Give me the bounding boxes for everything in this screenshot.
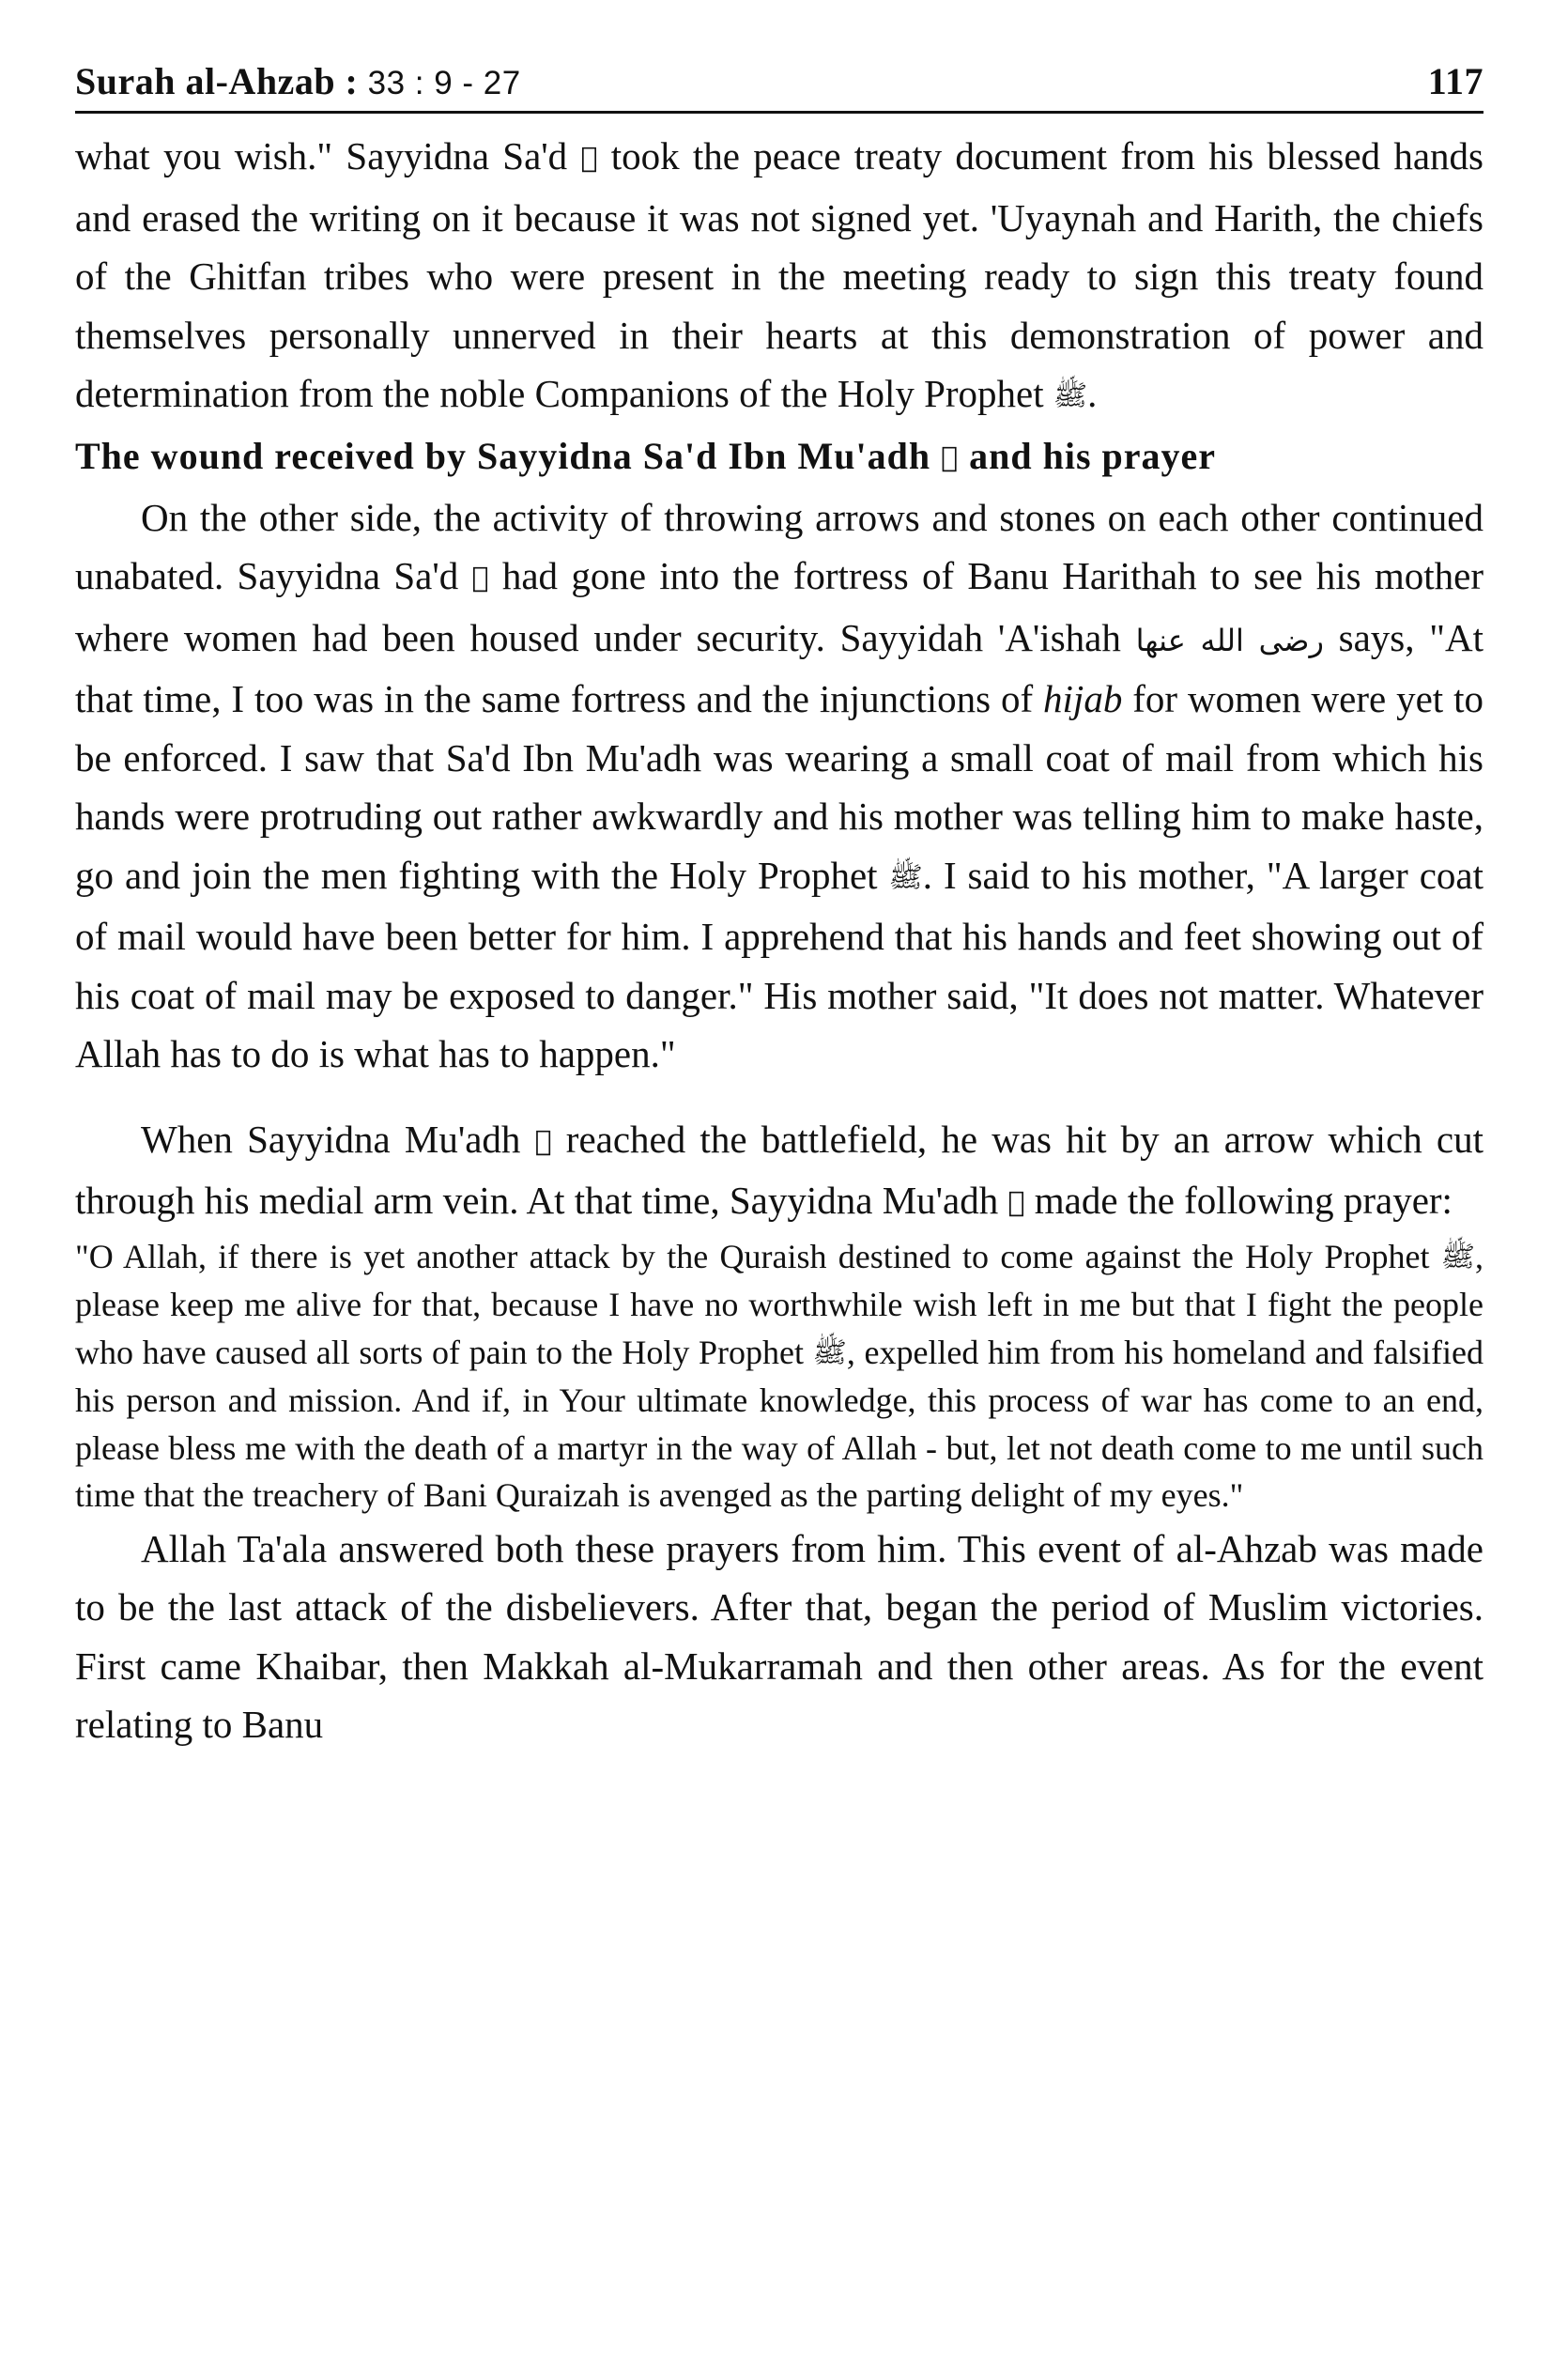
surah-name: Surah al-Ahzab : xyxy=(75,60,359,102)
salawat-symbol: ﷺ xyxy=(888,860,923,894)
header-rule xyxy=(75,111,1483,114)
section-heading: The wound received by Sayyidna Sa'd Ibn Mu'adh ﷛ and his prayer xyxy=(75,434,1217,477)
book-page xyxy=(75,38,1483,1754)
verse-range: 33 : 9 - 27 xyxy=(358,65,521,101)
paragraph: On the other side, the activity of throwing arrows and stones on each other continued unabated. Sayyidna Sa'd ﷛ had gone into the fortress of Banu Harithah to see his mother where women had been housed under security. Sayyidah 'A'ishah رضى الله عنها says, "At that time, I too was in the same fortress and the injunctions of hijab for women were yet to be enforced. I saw that Sa'd Ibn Mu'adh was wearing a small coat of mail from which his hands were protruding out rather awkwardly and his mother was telling him to make haste, go and join the men fighting with the Holy Prophet ﷺ. I said to his mother, "A larger coat of mail would have been better for him. I apprehend that his hands and feet showing out of his coat of mail may be exposed to danger." His mother said, "It does not matter. Whatever Allah has to do is what has to happen." xyxy=(75,495,1484,1075)
radiyallahu-anhu-symbol: ﷛ xyxy=(941,440,960,474)
running-head xyxy=(75,38,1483,103)
body-text xyxy=(75,127,1483,1754)
salawat-symbol: ﷺ xyxy=(1053,379,1088,412)
salawat-symbol: ﷺ xyxy=(812,1335,847,1369)
salawat-symbol: ﷺ xyxy=(1440,1240,1475,1273)
italic-term: hijab xyxy=(1043,677,1123,720)
block-quote: "O Allah, if there is yet another attack by the Quraish destined to come against the Holy Prophet ﷺ, please keep me alive for that, because I have no worthwhile wish left in me but that I fight the people who have caused all sorts of pain to the Holy Prophet ﷺ, expelled him from his homeland and falsified his person and mission. And if, in Your ultimate knowledge, this process of war has come to an end, please bless me with the death of a martyr in the way of Allah - but, let not death come to me until such time that the treachery of Bani Quraizah is avenged as the parting delight of my eyes." xyxy=(75,1237,1483,1514)
radiyallahu-anhu-symbol: ﷛ xyxy=(580,142,598,175)
paragraph: Allah Ta'ala answered both these prayers from him. This event of al-Ahzab was made to be the last attack of the disbelievers. After that, began the period of Muslim victories. First came Khaibar, then Makkah al-Mukarramah and then other areas. As for the event relating to Banu xyxy=(75,1526,1483,1746)
paragraph-continued: what you wish." Sayyidna Sa'd ﷛ took the peace treaty document from his blessed hands and erased the writing on it because it was not signed yet. 'Uyaynah and Harith, the chiefs of the Ghitfan tribes who were present in the meeting ready to sign this treaty found themselves personally unnerved in their hearts at this demonstration of power and determination from the noble Companions of the Holy Prophet ﷺ. xyxy=(75,134,1483,415)
page-number: 117 xyxy=(1427,60,1483,102)
radiyallahu-anhu-symbol: ﷛ xyxy=(1007,1186,1025,1219)
running-title xyxy=(75,59,521,103)
paragraph: When Sayyidna Mu'adh ﷛ reached the battlefield, he was hit by an arrow which cut through his medial arm vein. At that time, Sayyidna Mu'adh ﷛ made the following prayer: xyxy=(75,1117,1483,1222)
radiyallahu-anhu-symbol: ﷛ xyxy=(534,1124,552,1158)
radiyallahu-anha-text: رضى الله عنها xyxy=(1135,622,1324,658)
radiyallahu-anhu-symbol: ﷛ xyxy=(471,562,489,594)
